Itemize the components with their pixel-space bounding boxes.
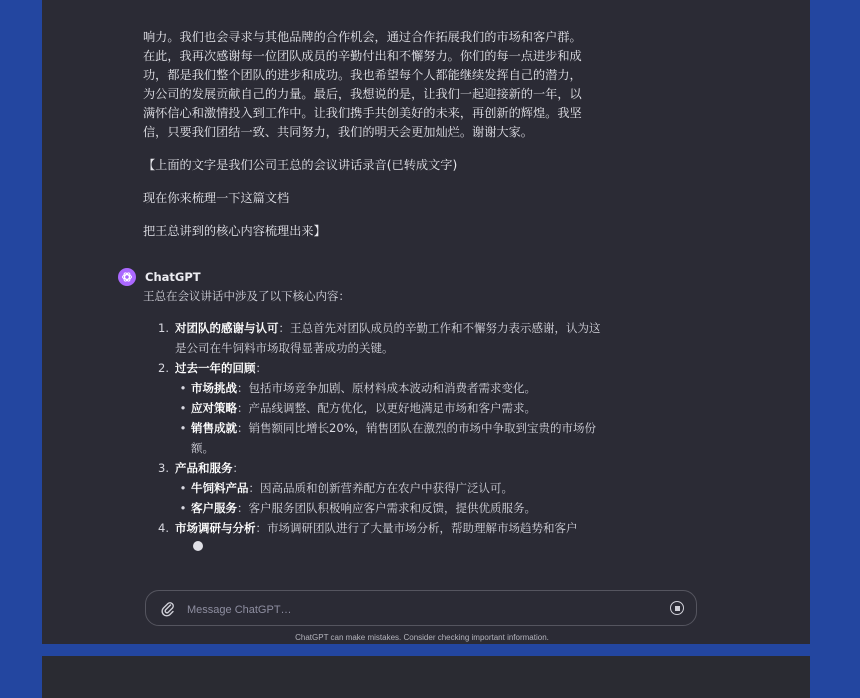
list-item-text: ：王总首先对团队成员的辛勤工作和不懈努力表示感谢，认为这是公司在牛饲料市场取得显著成功的关键。 — [175, 321, 601, 355]
sub-list-item-content — [191, 498, 603, 518]
assistant-name: ChatGPT — [145, 270, 201, 284]
user-message-line: 把王总讲到的核心内容梳理出来】 — [143, 224, 326, 238]
sub-list-item-title: 牛饲料产品 — [191, 481, 249, 495]
stop-icon — [675, 606, 680, 611]
sub-list-item-content — [191, 418, 603, 458]
bullet-icon: • — [179, 401, 187, 415]
assistant-list — [143, 318, 603, 538]
assistant-message — [143, 286, 603, 538]
sub-list-item-title: 客户服务 — [191, 501, 237, 515]
list-item-content — [175, 318, 603, 358]
streaming-cursor-icon — [193, 541, 203, 551]
assistant-intro: 王总在会议讲话中涉及了以下核心内容： — [143, 289, 350, 303]
list-item-content — [175, 518, 603, 538]
bullet-icon: • — [179, 421, 187, 435]
bullet-icon: • — [179, 481, 187, 495]
user-message-line: 【上面的文字是我们公司王总的会议讲话录音(已转成文字) — [143, 158, 458, 172]
stop-generating-button[interactable] — [670, 601, 684, 615]
sub-list — [175, 378, 603, 458]
sub-list-item — [175, 498, 603, 518]
lower-panel — [42, 656, 810, 698]
assistant-list-item — [143, 458, 603, 518]
sub-list-item — [175, 398, 603, 418]
sub-list-item-text: ：销售额同比增长20%，销售团队在激烈的市场中争取到宝贵的市场份额。 — [191, 421, 597, 455]
bullet-icon: • — [179, 381, 187, 395]
sub-list — [175, 478, 603, 518]
sub-list-item-title: 市场挑战 — [191, 381, 237, 395]
list-number: 1. — [158, 321, 169, 335]
list-item-content — [175, 358, 603, 458]
list-item-title: 过去一年的回顾 — [175, 361, 256, 375]
list-item-text: ： — [232, 461, 244, 475]
assistant-list-item — [143, 318, 603, 358]
list-item-content — [175, 458, 603, 518]
sub-list-item — [175, 378, 603, 398]
sub-list-item — [175, 478, 603, 498]
list-number: 4. — [158, 521, 169, 535]
paperclip-icon[interactable] — [160, 600, 176, 618]
list-item-title: 产品和服务 — [175, 461, 233, 475]
list-item-title: 对团队的感谢与认可 — [175, 321, 279, 335]
sub-list-item — [175, 418, 603, 458]
assistant-list-item — [143, 518, 603, 538]
list-item-text: ：市场调研团队进行了大量市场分析，帮助理解市场趋势和客户 — [255, 521, 578, 535]
message-composer — [145, 590, 697, 626]
sub-list-item-content — [191, 478, 603, 498]
sub-list-item-text: ：产品线调整、配方优化，以更好地满足市场和客户需求。 — [237, 401, 536, 415]
assistant-list-item — [143, 358, 603, 458]
list-item-text: ： — [255, 361, 267, 375]
list-number: 2. — [158, 361, 169, 375]
chatgpt-logo-icon — [118, 268, 136, 286]
user-message-paragraph: 响力。我们也会寻求与其他品牌的合作机会，通过合作拓展我们的市场和客户群。在此，我再次感谢每一位团队成员的辛勤付出和不懈努力。你们的每一点进步和成功，都是我们整个团队的进步和成功。我也希望每个人都能继续发挥自己的潜力，为公司的发展贡献自己的力量。最后，我想说的是，让我们一起迎接新的一年，以满怀信心和激情投入到工作中。让我们携手共创美好的未来，再创新的辉煌。我坚信，只要我们团结一致、共同努力，我们的明天会更加灿烂。谢谢大家。 — [143, 30, 582, 139]
sub-list-item-content — [191, 398, 603, 418]
message-input[interactable] — [185, 599, 629, 621]
sub-list-item-title: 销售成就 — [191, 421, 237, 435]
user-message-line: 现在你来梳理一下这篇文档 — [143, 191, 290, 205]
sub-list-item-text: ：包括市场竞争加剧、原材料成本波动和消费者需求变化。 — [237, 381, 536, 395]
list-number: 3. — [158, 461, 169, 475]
sub-list-item-content — [191, 378, 603, 398]
sub-list-item-title: 应对策略 — [191, 401, 237, 415]
sub-list-item-text: ：因高品质和创新营养配方在农户中获得广泛认可。 — [248, 481, 513, 495]
list-item-title: 市场调研与分析 — [175, 521, 256, 535]
user-message — [143, 28, 591, 255]
disclaimer-text: ChatGPT can make mistakes. Consider checking important information. — [295, 633, 549, 642]
bullet-icon: • — [179, 501, 187, 515]
assistant-header — [118, 268, 201, 286]
sub-list-item-text: ：客户服务团队积极响应客户需求和反馈，提供优质服务。 — [237, 501, 536, 515]
